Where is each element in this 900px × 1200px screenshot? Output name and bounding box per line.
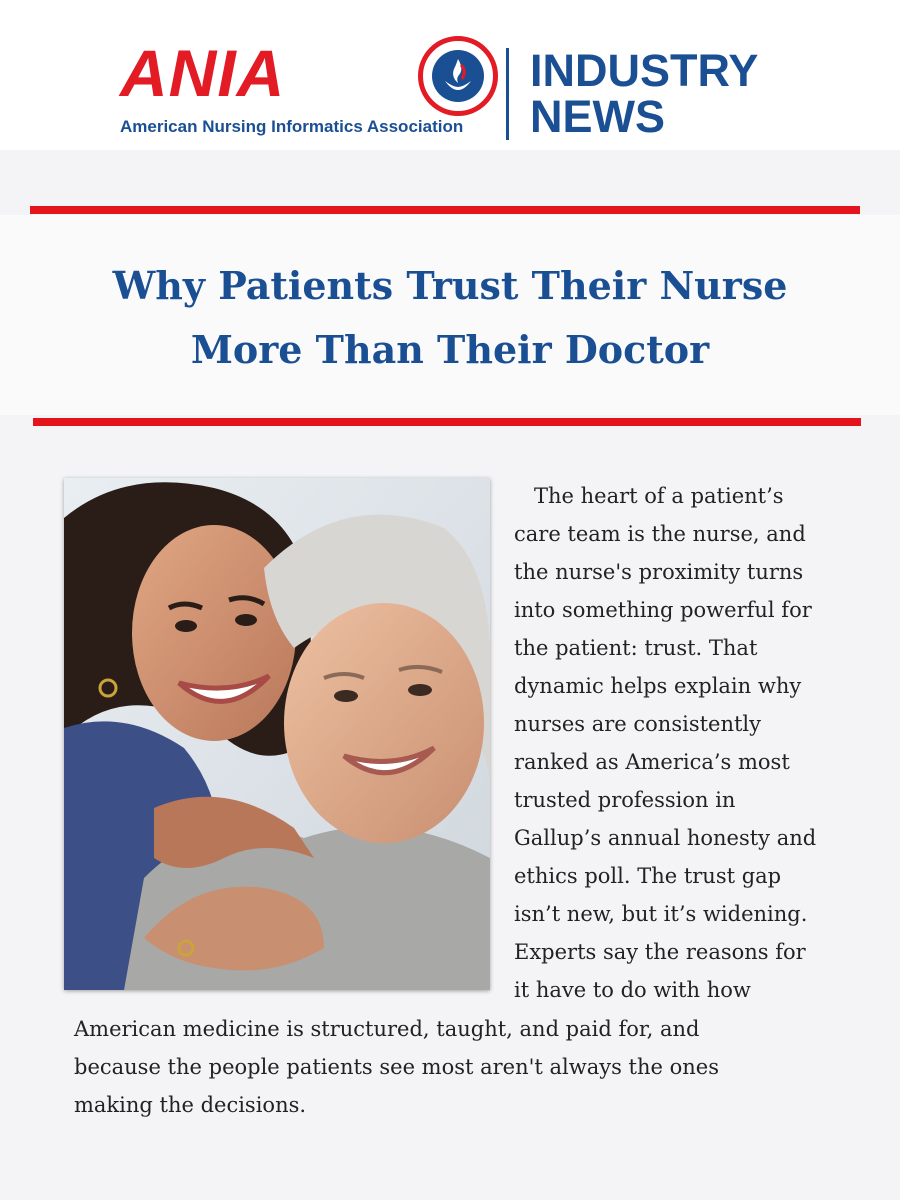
body-line: trusted profession in [514, 788, 736, 812]
header-divider [506, 48, 509, 140]
body-line: dynamic helps explain why [514, 674, 802, 698]
body-line: Gallup’s annual honesty and [514, 826, 817, 850]
article-title [40, 254, 860, 382]
photo-illustration [64, 478, 490, 990]
article-photo [64, 478, 490, 990]
body-line: The heart of a patient’s [514, 484, 784, 508]
header [0, 0, 900, 150]
body-line: because the people patients see most aren't always the ones [74, 1055, 720, 1079]
section-label [530, 45, 759, 142]
ania-emblem-icon [418, 36, 498, 116]
body-line: making the decisions. [74, 1093, 307, 1117]
article-title-line2: More Than Their Doctor [190, 327, 710, 372]
ania-logo-wordmark: ANIA [120, 36, 286, 110]
article-body-continued [74, 1010, 864, 1124]
body-line: into something powerful for [514, 598, 812, 622]
body-line: the nurse's proximity turns [514, 560, 804, 584]
article-title-line1: Why Patients Trust Their Nurse [112, 263, 788, 308]
body-line: ethics poll. The trust gap [514, 864, 782, 888]
section-label-line2: NEWS [530, 91, 665, 142]
body-line: the patient: trust. That [514, 636, 758, 660]
body-line: nurses are consistently [514, 712, 762, 736]
logo-tagline: American Nursing Informatics Association [120, 117, 464, 136]
emblem-svg [423, 41, 493, 111]
body-line: care team is the nurse, and [514, 522, 806, 546]
body-line: Experts say the reasons for [514, 940, 806, 964]
bottom-rule [33, 418, 861, 426]
article-body-column [514, 477, 874, 1009]
body-line: isn’t new, but it’s widening. [514, 902, 808, 926]
section-label-line1: INDUSTRY [530, 45, 759, 96]
body-line: ranked as America’s most [514, 750, 790, 774]
top-rule [30, 206, 860, 214]
body-line: it have to do with how [514, 978, 751, 1002]
body-line: American medicine is structured, taught, and paid for, and [74, 1017, 700, 1041]
